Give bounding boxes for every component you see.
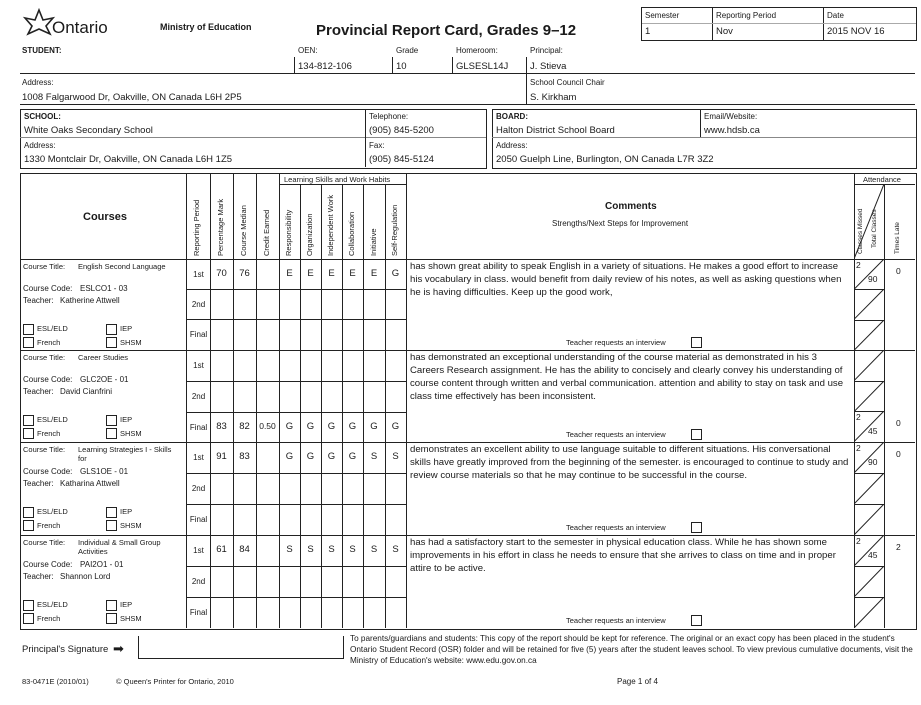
arrow-right-icon: ➡ xyxy=(113,641,124,656)
shsm-checkbox[interactable] xyxy=(106,337,117,348)
esl-label: ESL/ELD xyxy=(37,415,68,424)
course-title-label: Course Title: xyxy=(23,262,66,271)
parent-notice: To parents/guardians and students: This copy of the report should be kept for reference. The original or an exact copy has been placed in the student's Ontario Student Record (OSR) folder and will be retained for five (5) years after the student leaves school. To view previous cumulative documents, visit the Ministry of Education's website: www.edu.gov.on.ca xyxy=(350,634,913,665)
interview-label: Teacher requests an interview xyxy=(566,338,666,347)
iep-label: IEP xyxy=(120,507,133,516)
course-title: English Second Language xyxy=(78,262,166,271)
shsm-label: SHSM xyxy=(120,338,142,347)
attendance-divider xyxy=(854,473,884,474)
period-divider xyxy=(186,566,406,567)
shsm-checkbox[interactable] xyxy=(106,613,117,624)
times-late: 2 xyxy=(896,542,901,552)
shsm-checkbox[interactable] xyxy=(106,520,117,531)
credit-final: 0.50 xyxy=(259,421,276,431)
printer-credit: © Queen's Printer for Ontario, 2010 xyxy=(116,677,234,686)
iep-label: IEP xyxy=(120,415,133,424)
board-address: 2050 Guelph Line, Burlington, ON Canada L7R 3Z2 xyxy=(496,154,714,165)
attendance-divider xyxy=(854,320,884,321)
mark-1st: 61 xyxy=(216,544,227,555)
learning-skills-header: Learning Skills and Work Habits xyxy=(284,175,391,184)
esl-label: ESL/ELD xyxy=(37,324,68,333)
student-address: 1008 Falgarwood Dr, Oakville, ON Canada L6H 2P5 xyxy=(22,92,242,103)
total-classes: 45 xyxy=(868,426,878,436)
comments-header: Comments xyxy=(605,201,657,212)
attendance-slot xyxy=(854,566,884,597)
median-1st: 83 xyxy=(239,451,250,462)
french-checkbox[interactable] xyxy=(23,613,34,624)
col-responsibility: Responsibility xyxy=(284,209,293,256)
teacher-name: David Cianfrini xyxy=(60,387,113,396)
french-label: French xyxy=(37,521,61,530)
course-title: Learning Strategies I - Skills for xyxy=(78,445,172,463)
date-value: 2015 NOV 16 xyxy=(827,26,885,37)
interview-label: Teacher requests an interview xyxy=(566,523,666,532)
ls-1st: E xyxy=(286,268,293,279)
median-final: 82 xyxy=(239,421,250,432)
ls-final: G xyxy=(285,421,294,432)
iep-checkbox[interactable] xyxy=(106,415,117,426)
school-address: 1330 Montclair Dr, Oakville, ON Canada L6H 1Z5 xyxy=(24,154,233,165)
mark-1st: 91 xyxy=(216,451,227,462)
grade-value: 10 xyxy=(396,61,407,72)
period-2nd: 2nd xyxy=(191,577,206,586)
french-label: French xyxy=(37,338,61,347)
french-checkbox[interactable] xyxy=(23,428,34,439)
median-1st: 84 xyxy=(239,544,250,555)
french-checkbox[interactable] xyxy=(23,337,34,348)
council-value: S. Kirkham xyxy=(530,92,577,103)
ls-1st: E xyxy=(370,268,378,279)
attendance-divider xyxy=(854,504,884,505)
period-1st: 1st xyxy=(193,453,204,462)
school-address-label: Address: xyxy=(24,141,56,150)
ls-1st: S xyxy=(307,544,314,555)
mark-1st: 70 xyxy=(216,268,227,279)
signature-field[interactable] xyxy=(138,636,344,659)
times-late: 0 xyxy=(896,418,901,428)
attendance-divider xyxy=(854,597,884,598)
total-classes: 90 xyxy=(868,457,878,467)
attendance-divider xyxy=(854,566,884,567)
iep-checkbox[interactable] xyxy=(106,600,117,611)
attendance-divider xyxy=(854,289,884,290)
col-percentage-mark: Percentage Mark xyxy=(216,198,225,256)
form-number: 83-0471E (2010/01) xyxy=(22,677,89,686)
ls-1st: E xyxy=(328,268,335,279)
course-code-label: Course Code: xyxy=(23,284,73,293)
trillium-icon xyxy=(22,8,56,36)
classes-missed: 2 xyxy=(856,536,861,546)
attendance-header: Attendance xyxy=(863,175,901,184)
page-title: Provincial Report Card, Grades 9–12 xyxy=(316,22,577,39)
ls-1st: G xyxy=(348,451,357,462)
attendance-slot xyxy=(854,597,884,628)
teacher-name: Katharina Attwell xyxy=(60,479,120,488)
period-1st: 1st xyxy=(193,361,204,370)
ls-1st: G xyxy=(285,451,294,462)
comments-subheader: Strengths/Next Steps for Improvement xyxy=(552,219,689,228)
interview-checkbox[interactable] xyxy=(691,337,702,348)
board-label: BOARD: xyxy=(496,112,528,121)
esl-label: ESL/ELD xyxy=(37,507,68,516)
homeroom-label: Homeroom: xyxy=(456,46,498,55)
col-total-classes: Total Classes xyxy=(871,209,878,248)
ls-1st: G xyxy=(306,451,315,462)
period-label: Reporting Period xyxy=(716,11,777,20)
period-final: Final xyxy=(189,608,208,617)
ls-final: G xyxy=(391,421,400,432)
col-organization: Organization xyxy=(305,213,314,256)
col-reporting-period: Reporting Period xyxy=(192,199,201,256)
signature-label: Principal's Signature xyxy=(22,644,109,655)
teacher-label: Teacher: xyxy=(23,572,54,581)
school-label: SCHOOL: xyxy=(24,112,61,121)
classes-missed: 2 xyxy=(856,260,861,270)
col-classes-missed: Classes Missed xyxy=(857,208,864,254)
col-course-median: Course Median xyxy=(239,205,248,256)
classes-missed: 2 xyxy=(856,443,861,453)
mark-final: 83 xyxy=(216,421,227,432)
course-code: ESLCO1 - 03 xyxy=(80,284,128,293)
ls-final: G xyxy=(348,421,357,432)
principal-value: J. Stieva xyxy=(530,61,567,72)
course-code-label: Course Code: xyxy=(23,467,73,476)
ls-1st: G xyxy=(327,451,336,462)
course-code-label: Course Code: xyxy=(23,560,73,569)
period-divider xyxy=(186,504,406,505)
attendance-slot xyxy=(854,442,884,473)
ls-final: G xyxy=(370,421,378,432)
grade-label: Grade xyxy=(396,46,419,55)
board-name: Halton District School Board xyxy=(496,125,615,136)
course-comment: has demonstrated an exceptional understanding of the course material as demonstrated in his 3 Careers Research assignment. He has the ability to concisely and clearly convey his understanding of course content through written and verbal communication. attention and ability to stay on task and use class time effectively has been inconsistent. xyxy=(410,352,844,402)
period-final: Final xyxy=(189,330,208,339)
esl-label: ESL/ELD xyxy=(37,600,68,609)
median-1st: 76 xyxy=(239,268,250,279)
course-title: Career Studies xyxy=(78,353,129,362)
times-late: 0 xyxy=(896,266,901,276)
period-value: Nov xyxy=(716,26,733,37)
ls-1st: S xyxy=(286,544,293,555)
telephone-label: Telephone: xyxy=(369,112,409,121)
course-code: PAI2O1 - 01 xyxy=(80,560,124,569)
total-classes: 90 xyxy=(868,274,878,284)
period-2nd: 2nd xyxy=(191,484,206,493)
times-late: 0 xyxy=(896,449,901,459)
attendance-slot xyxy=(854,504,884,535)
oen-value: 134-812-106 xyxy=(298,61,352,72)
period-1st: 1st xyxy=(193,270,204,279)
teacher-label: Teacher: xyxy=(23,479,54,488)
ls-final: G xyxy=(327,421,336,432)
classes-missed: 2 xyxy=(856,412,861,422)
course-title: Individual & Small Group Activities xyxy=(78,538,161,556)
course-code: GLC2OE - 01 xyxy=(80,375,129,384)
school-name: White Oaks Secondary School xyxy=(24,125,153,136)
esl-checkbox[interactable] xyxy=(23,600,34,611)
ls-1st: S xyxy=(370,451,378,462)
student-address-label: Address: xyxy=(22,78,54,87)
esl-checkbox[interactable] xyxy=(23,324,34,335)
telephone-value: (905) 845-5200 xyxy=(369,125,434,136)
teacher-name: Shannon Lord xyxy=(60,572,111,581)
semester-label: Semester xyxy=(645,11,680,20)
col-independent-work: Independent Work xyxy=(326,194,335,256)
course-code: GLS1OE - 01 xyxy=(80,467,129,476)
period-divider xyxy=(186,412,406,413)
period-divider xyxy=(186,473,406,474)
attendance-slot xyxy=(854,320,884,350)
course-title-label: Course Title: xyxy=(23,353,66,362)
interview-checkbox[interactable] xyxy=(691,429,702,440)
course-code-label: Course Code: xyxy=(23,375,73,384)
attendance-slot xyxy=(854,535,884,566)
homeroom-value: GLSESL14J xyxy=(456,61,509,72)
attendance-diagonal xyxy=(854,184,884,261)
ls-final: G xyxy=(306,421,315,432)
board-address-label: Address: xyxy=(496,141,528,150)
teacher-label: Teacher: xyxy=(23,296,54,305)
oen-label: OEN: xyxy=(298,46,318,55)
total-classes: 45 xyxy=(868,550,878,560)
fax-label: Fax: xyxy=(369,141,385,150)
council-label: School Council Chair xyxy=(530,78,605,87)
shsm-label: SHSM xyxy=(120,521,142,530)
website-value: www.hdsb.ca xyxy=(704,125,760,136)
period-divider xyxy=(186,319,406,320)
ls-1st: S xyxy=(392,544,399,555)
attendance-slot xyxy=(854,411,884,442)
interview-checkbox[interactable] xyxy=(691,615,702,626)
shsm-checkbox[interactable] xyxy=(106,428,117,439)
french-checkbox[interactable] xyxy=(23,520,34,531)
esl-checkbox[interactable] xyxy=(23,507,34,518)
course-title-label: Course Title: xyxy=(23,538,66,547)
shsm-label: SHSM xyxy=(120,614,142,623)
attendance-divider xyxy=(854,381,884,382)
esl-checkbox[interactable] xyxy=(23,415,34,426)
ls-1st: E xyxy=(307,268,314,279)
period-2nd: 2nd xyxy=(191,392,206,401)
period-final: Final xyxy=(189,423,208,432)
attendance-slot xyxy=(854,350,884,381)
ls-1st: S xyxy=(328,544,335,555)
interview-label: Teacher requests an interview xyxy=(566,430,666,439)
period-2nd: 2nd xyxy=(191,300,206,309)
courses-header: Courses xyxy=(83,211,128,223)
course-comment: has had a satisfactory start to the semester in physical education class. While he has shown some improvements in his effort in class he needs to ensure that she arrives to class on time and in proper attire to be active. xyxy=(410,537,836,574)
course-comment: has shown great ability to speak English in a variety of situations. He makes a good effort to increase his vocabulary in class. would benefit from daily review of his notes, as well as asking questions when he is having difficulties. Keep up the good work, xyxy=(410,261,842,298)
interview-label: Teacher requests an interview xyxy=(566,616,666,625)
ls-1st: G xyxy=(391,268,400,279)
period-divider xyxy=(186,289,406,290)
course-title-label: Course Title: xyxy=(23,445,66,454)
interview-checkbox[interactable] xyxy=(691,522,702,533)
period-1st: 1st xyxy=(193,546,204,555)
ls-1st: S xyxy=(349,544,356,555)
date-label: Date xyxy=(827,11,844,20)
shsm-label: SHSM xyxy=(120,429,142,438)
iep-label: IEP xyxy=(120,324,133,333)
col-times-late: Times Late xyxy=(894,222,901,254)
semester-value: 1 xyxy=(645,26,651,37)
french-label: French xyxy=(37,614,61,623)
teacher-label: Teacher: xyxy=(23,387,54,396)
attendance-slot xyxy=(854,381,884,412)
fax-value: (905) 845-5124 xyxy=(369,154,434,165)
french-label: French xyxy=(37,429,61,438)
col-self-regulation: Self-Regulation xyxy=(390,204,399,256)
col-initiative: Initiative xyxy=(369,228,378,256)
period-divider xyxy=(186,597,406,598)
ls-1st: S xyxy=(392,451,399,462)
logo-wordmark: Ontario xyxy=(52,18,108,37)
ls-1st: E xyxy=(349,268,356,279)
student-label: STUDENT: xyxy=(22,46,62,55)
iep-checkbox[interactable] xyxy=(106,507,117,518)
period-final: Final xyxy=(189,515,208,524)
iep-label: IEP xyxy=(120,600,133,609)
page-number: Page 1 of 4 xyxy=(617,677,658,686)
attendance-divider xyxy=(854,411,884,412)
col-credit-earned: Credit Earned xyxy=(262,209,271,256)
ministry-name: Ministry of Education xyxy=(160,22,252,32)
attendance-slot xyxy=(854,289,884,319)
ontario-logo xyxy=(22,8,56,38)
website-label: Email/Website: xyxy=(704,112,758,121)
principal-label: Principal: xyxy=(530,46,563,55)
teacher-name: Katherine Attwell xyxy=(60,296,120,305)
attendance-slot xyxy=(854,259,884,289)
iep-checkbox[interactable] xyxy=(106,324,117,335)
period-divider xyxy=(186,381,406,382)
course-comment: demonstrates an excellent ability to use language suitable to different situations. His conversational skills have greatly improved from the beginning of the semester. is encouraged to continue to study and review course materials so that he may continue to be successful in the course. xyxy=(410,444,849,481)
ls-1st: S xyxy=(370,544,378,555)
attendance-slot xyxy=(854,473,884,504)
col-collaboration: Collaboration xyxy=(347,211,356,256)
